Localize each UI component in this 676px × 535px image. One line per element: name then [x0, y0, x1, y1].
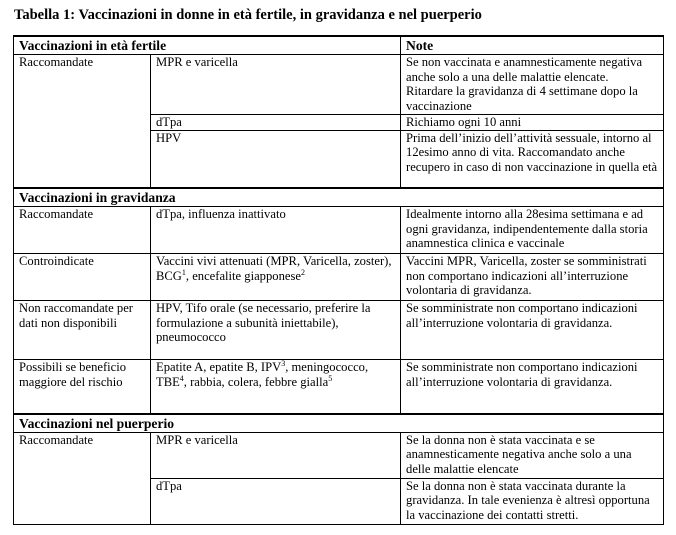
vaccine-cell: dTpa, influenza inattivato — [151, 207, 401, 254]
table-title: Tabella 1: Vaccinazioni in donne in età fertile, in gravidanza e nel puerperio — [14, 7, 482, 23]
section-heading-fertile-age: Vaccinazioni in età fertile — [14, 36, 401, 55]
footnote-marker: 1 — [181, 267, 186, 277]
notes-column-header: Note — [401, 36, 664, 55]
table-row — [14, 301, 664, 360]
section-row — [14, 188, 664, 207]
category-cell: Raccomandate — [14, 207, 151, 254]
table-row — [14, 254, 664, 301]
note-cell: Vaccini MPR, Varicella, zoster se somministrati non comportano indicazioni all’interruzione volontaria di gravidanza. — [401, 254, 664, 301]
vaccine-cell — [151, 360, 401, 414]
note-cell: Idealmente intorno alla 28esima settimana e ad ogni gravidanza, indipendentemente dalla storia anamnestica clinica e vaccinale — [401, 207, 664, 254]
section-heading-pregnancy: Vaccinazioni in gravidanza — [14, 188, 664, 207]
vaccine-cell: HPV — [151, 130, 401, 188]
footnote-marker: 4 — [179, 373, 184, 383]
category-cell: Raccomandate — [14, 55, 151, 189]
table-row — [14, 432, 664, 478]
section-row — [14, 414, 664, 433]
note-cell: Prima dell’inizio dell’attività sessuale, intorno al 12esimo anno di vita. Raccomandato anche recupero in caso di non vaccinazione in quella età — [401, 130, 664, 188]
vaccine-cell: dTpa — [151, 478, 401, 524]
vaccination-table — [13, 35, 664, 525]
table-row — [14, 360, 664, 414]
category-cell: Non raccomandate per dati non disponibili — [14, 301, 151, 360]
vaccine-cell — [151, 254, 401, 301]
note-cell: Se la donna non è stata vaccinata durante la gravidanza. In tale evenienza è altresì opportuna la vaccinazione dei contatti stretti. — [401, 478, 664, 524]
section-heading-puerperium: Vaccinazioni nel puerperio — [14, 414, 664, 433]
category-cell: Possibili se beneficio maggiore del rischio — [14, 360, 151, 414]
footnote-marker: 2 — [300, 267, 305, 277]
category-cell: Controindicate — [14, 254, 151, 301]
vaccine-text: Epatite A, epatite B, IPV — [156, 360, 282, 375]
vaccine-text: Vaccini vivi attenuati (MPR, Varicella, zoster), BCG — [156, 254, 392, 283]
note-cell: Se somministrate non comportano indicazioni all’interruzione volontaria di gravidanza. — [401, 301, 664, 360]
note-cell: Se non vaccinata e anamnesticamente negativa anche solo a una delle malattie elencate. Ritardare la gravidanza di 4 settimane dopo la vaccinazione — [401, 55, 664, 115]
vaccine-cell: dTpa — [151, 115, 401, 131]
table-row — [14, 207, 664, 254]
footnote-marker: 3 — [281, 358, 286, 368]
footnote-marker: 5 — [328, 373, 333, 383]
category-cell: Raccomandate — [14, 432, 151, 524]
table-row — [14, 55, 664, 115]
vaccine-cell: MPR e varicella — [151, 432, 401, 478]
table-header-row — [14, 36, 664, 55]
vaccine-cell: HPV, Tifo orale (se necessario, preferire la formulazione a subunità iniettabile), pneumococco — [151, 301, 401, 360]
vaccine-cell: MPR e varicella — [151, 55, 401, 115]
note-cell: Se somministrate non comportano indicazioni all’interruzione volontaria di gravidanza. — [401, 360, 664, 414]
vaccine-text: , encefalite giapponese — [185, 268, 301, 283]
note-cell: Richiamo ogni 10 anni — [401, 115, 664, 131]
vaccine-text: , meningococco, TBE — [156, 360, 369, 389]
note-cell: Se la donna non è stata vaccinata e se anamnesticamente negativa anche solo a una delle malattie elencate — [401, 432, 664, 478]
vaccine-text: , rabbia, colera, febbre gialla — [183, 374, 329, 389]
